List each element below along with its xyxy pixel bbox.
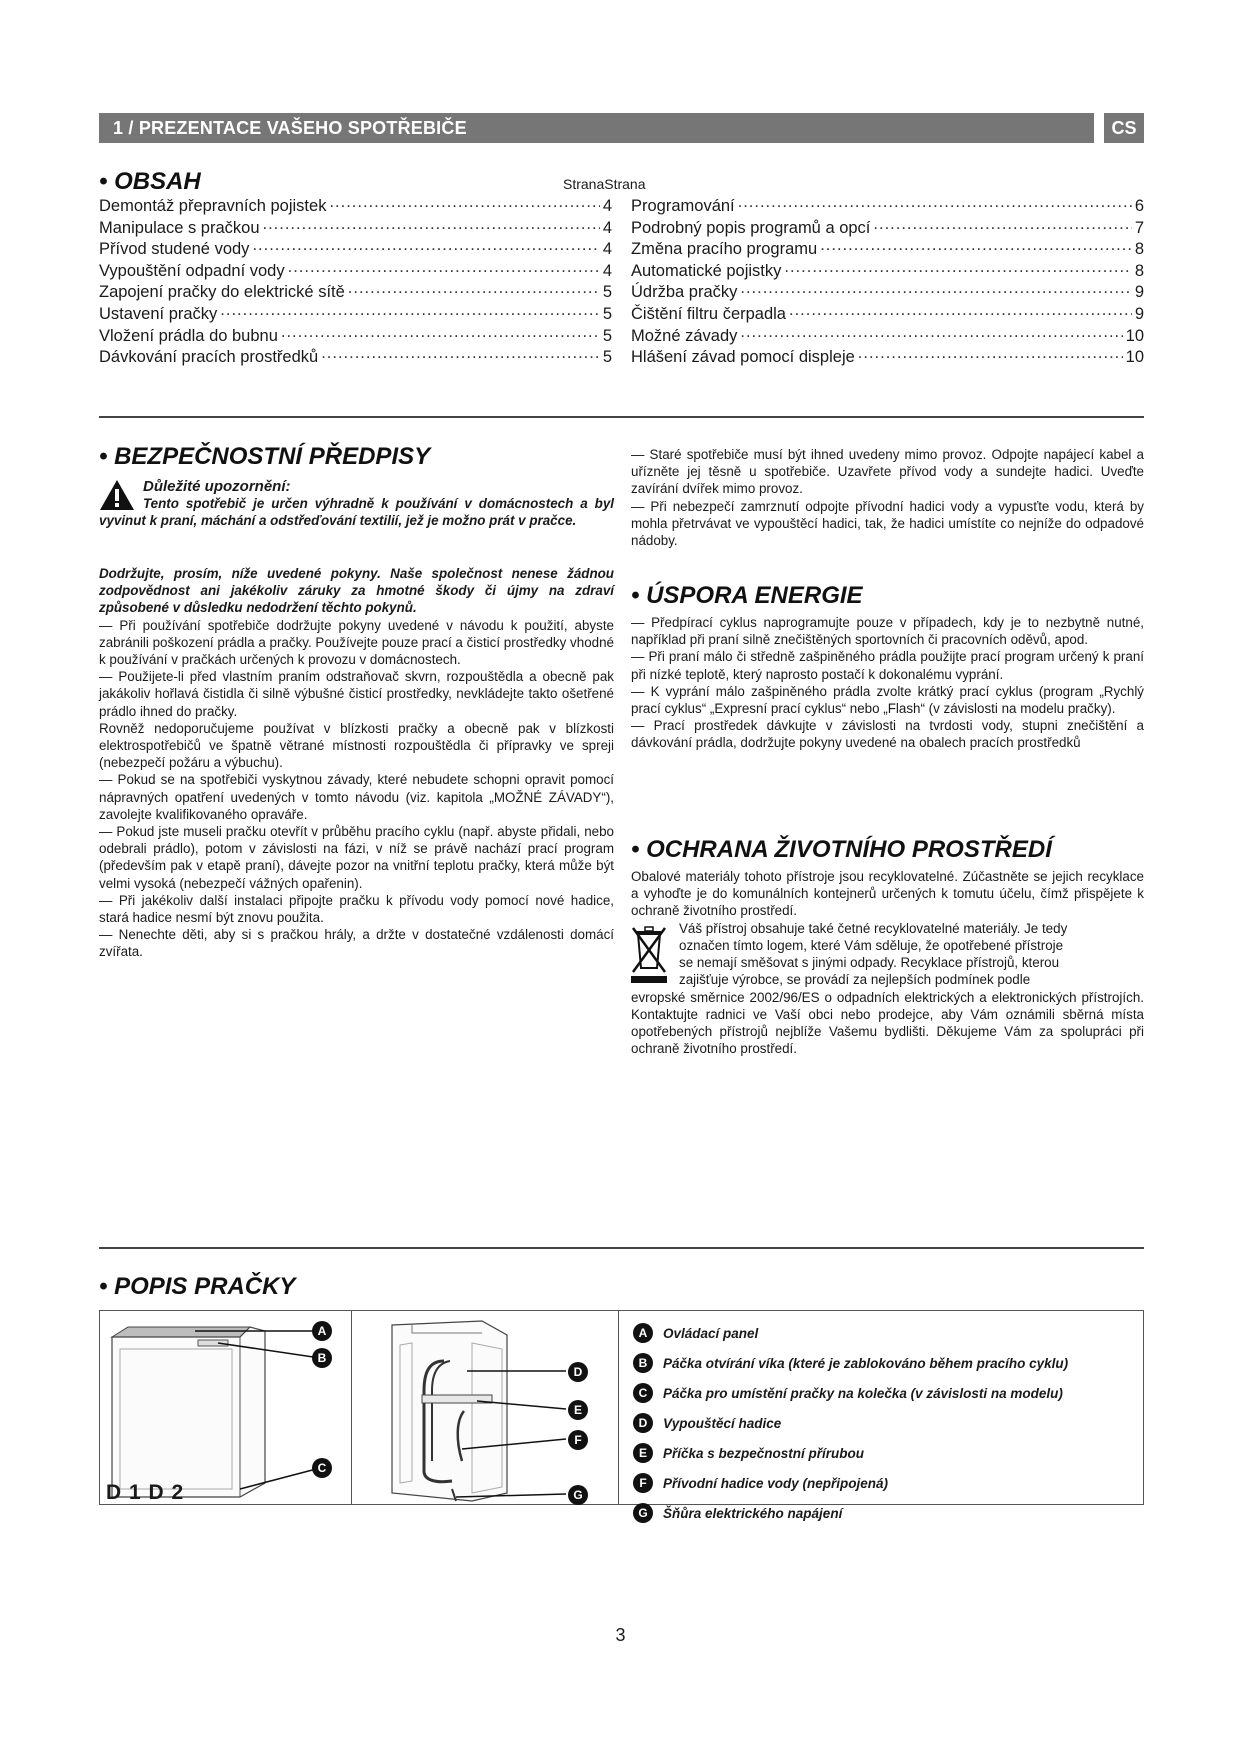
- description-heading: • POPIS PRAČKY: [99, 1273, 296, 1300]
- toc-left-column: [99, 196, 612, 369]
- toc-item-label: Programování: [631, 197, 735, 215]
- legend-item: [633, 1348, 1068, 1378]
- legend-letter-badge: G: [633, 1503, 653, 1523]
- toc-item-page: 10: [1125, 348, 1144, 367]
- toc-item-page: 10: [1125, 326, 1144, 345]
- paragraph: — Při jakékoliv další instalaci připojte pračku k přívodu vody pomocí nové hadice, stará hadice nesmí být znovu použita.: [99, 892, 614, 926]
- toc-item-leader: [321, 343, 600, 365]
- weee-line: zajišťuje výrobce, se provádí za nejlepších podmínek podle: [679, 972, 1031, 988]
- weee-block: [631, 920, 1144, 989]
- toc-item-page: 4: [602, 240, 612, 259]
- toc-item-page: 8: [1134, 240, 1144, 259]
- marker-badge: D: [568, 1362, 588, 1382]
- toc-item-label: Údržba pračky: [631, 283, 738, 302]
- page-number: 3: [615, 1625, 626, 1645]
- toc-item-label: Vložení prádla do bubnu: [99, 326, 278, 345]
- energy-heading: • ÚSPORA ENERGIE: [631, 582, 863, 609]
- toc-item-leader: [820, 235, 1132, 257]
- legend-item: [633, 1498, 1068, 1528]
- toc-item-leader: [329, 192, 599, 214]
- warning-text: Tento spotřebič je určen výhradně k používání v domácnostech a byl vyvinut k praní, máchání a odstřeďování textilií, jež je možno prát v pračce.: [99, 496, 614, 529]
- legend-letter-badge: C: [633, 1383, 653, 1403]
- paragraph: — Použijete-li před vlastním praním odstraňovač skvrn, rozpouštědla a obecně pak jakákoliv hořlavá čistidla či silně výbušné čisticí prostředky, nevkládejte takto ošetřené prádlo ihned do pračky.: [99, 669, 614, 719]
- energy-items: [631, 614, 1144, 752]
- legend-item: [633, 1408, 1068, 1438]
- toc-item-leader: [252, 235, 599, 257]
- environment-heading: • OCHRANA ŽIVOTNÍHO PROSTŘEDÍ: [631, 836, 1052, 863]
- paragraph: — Předpírací cyklus naprogramujte pouze v případech, kdy je to nezbytně nutné, například při praní silně znečištěných sportovních či pracovních oděvů, apod.: [631, 615, 1144, 648]
- divider: [99, 416, 1144, 418]
- warning-title: Důležité upozornění:: [143, 478, 291, 495]
- toc-item-leader: [220, 300, 600, 322]
- marker-badge: A: [312, 1321, 332, 1341]
- environment-rest: evropské směrnice 2002/96/ES o odpadních elektrických a elektronických přístrojích. Kontaktujte radnici ve Vaší obci nebo prodejce, aby Vám oznámili sběrná místa opotřebených přístrojů nejblíže Vašemu bydlišti. Děkujeme Vám za spolupráci při ochraně životního prostředí.: [631, 989, 1144, 1057]
- paragraph: — Pokud se na spotřebiči vyskytnou závady, které nebudete schopni opravit pomocí nápravných opatření uvedených v tomto návodu (viz. kapitola „MOŽNÉ ZÁVADY“), zavolejte kvalifikovaného opraváře.: [99, 772, 614, 822]
- legend-text: Ovládací panel: [663, 1325, 759, 1341]
- toc-item-leader: [873, 214, 1131, 236]
- toc-heading: • OBSAH: [99, 168, 201, 195]
- washer-front-drawing: [100, 1311, 350, 1504]
- weee-line: se nemají směšovat s jinými odpady. Recyklace přístrojů, kterou: [679, 955, 1060, 971]
- toc-item-label: Dávkování pracích prostředků: [99, 348, 319, 367]
- toc-item-page: 9: [1134, 283, 1144, 302]
- toc-item-leader: [740, 322, 1122, 344]
- legend-item: [633, 1378, 1068, 1408]
- toc-item-label: Manipulace s pračkou: [99, 218, 260, 237]
- toc-item-leader: [789, 300, 1132, 322]
- legend-text: Páčka pro umístění pračky na kolečka (v závislosti na modelu): [663, 1385, 1063, 1401]
- toc-item-label: Změna pracího programu: [631, 240, 818, 259]
- safety-right-column: [631, 446, 1144, 549]
- toc-item: [99, 347, 612, 369]
- toc-item-page: 4: [602, 261, 612, 280]
- toc-item-page: 6: [1134, 197, 1144, 215]
- legend-letter-badge: A: [633, 1323, 653, 1343]
- description-figure-box: [99, 1310, 1144, 1521]
- toc-item-label: Vypouštění odpadní vody: [99, 261, 285, 280]
- paragraph: — Pokud jste museli pračku otevřít v průběhu pracího cyklu (např. abyste přidali, nebo odebrali prádlo), potom v závislosti na fázi, v níž se právě nachází prací program (především pak v etapě praní), dávejte pozor na vnitřní teplotu pračky, která může být velmi vysoká (nebezpečí vážných opařenin).: [99, 824, 614, 891]
- toc-item-leader: [738, 192, 1132, 214]
- toc-item-leader: [740, 278, 1131, 300]
- toc-item: [631, 347, 1144, 369]
- legend-text: Vypouštěcí hadice: [663, 1415, 782, 1431]
- language-badge: CS: [1104, 113, 1144, 143]
- toc-item-leader: [858, 343, 1123, 365]
- environment-body: [631, 868, 1144, 1057]
- toc-item-page: 5: [602, 326, 612, 345]
- paragraph: — K vyprání málo zašpiněného prádla zvolte krátký prací cyklus (program „Rychlý prací cyklus“ „Expresní prací cyklus“ nebo „Flash“ (v závislosti na modelu pračky).: [631, 683, 1144, 717]
- toc-item-label: Možné závady: [631, 326, 738, 345]
- toc-item-page: 4: [602, 218, 612, 237]
- toc-item-page: 4: [602, 197, 612, 215]
- legend-text: Příčka s bezpečnostní přírubou: [663, 1445, 865, 1461]
- toc-item-label: Ustavení pračky: [99, 304, 218, 323]
- legend-item: [633, 1438, 1068, 1468]
- legend-item: [633, 1468, 1068, 1498]
- legend-text: Šňůra elektrického napájení: [663, 1505, 843, 1521]
- paragraph: — Při praní málo či středně zašpiněného prádla použijte prací program určený k praní při nízké teplotě, který naprosto postačí k dokonalému vyprání.: [631, 649, 1144, 682]
- toc-item-label: Podrobný popis programů a opcí: [631, 218, 871, 237]
- legend-letter-badge: D: [633, 1413, 653, 1433]
- paragraph: — Při používání spotřebiče dodržujte pokyny uvedené v návodu k použití, abyste zabránili poškození prádla a pračky. Používejte pouze prací a čisticí prostředky vhodné k používání v pračkách určených k provozu v domácnostech.: [99, 617, 614, 668]
- marker-badge: G: [568, 1485, 588, 1505]
- divider: [99, 1247, 1144, 1249]
- legend-letter-badge: B: [633, 1353, 653, 1373]
- legend-item: [633, 1318, 1068, 1348]
- toc-right-column: [631, 196, 1144, 369]
- environment-intro: Obalové materiály tohoto přístroje jsou recyklovatelné. Zúčastněte se jejich recyklace a vyhoďte je do komunálních kontejnerů určených k tomutu účelu, čímž přispějete k ochraně životního prostředí.: [631, 869, 1144, 919]
- safety-left-column: [99, 479, 614, 961]
- toc-item-label: Automatické pojistky: [631, 261, 782, 280]
- weee-lines: [679, 920, 1067, 989]
- toc-item-page: 8: [1134, 261, 1144, 280]
- legend: [633, 1318, 1068, 1528]
- toc-item-label: Čištění filtru čerpadla: [631, 304, 786, 323]
- legend-text: Páčka otvírání víka (které je zablokováno během pracího cyklu): [663, 1355, 1069, 1371]
- toc-item-label: Zapojení pračky do elektrické sítě: [99, 283, 345, 302]
- toc-item-page: 5: [602, 283, 612, 302]
- legend-letter-badge: E: [633, 1443, 653, 1463]
- marker-badge: E: [568, 1400, 588, 1420]
- toc-item-page: 5: [602, 304, 612, 323]
- section-header-bar: [99, 113, 1094, 143]
- marker-badge: F: [568, 1430, 588, 1450]
- toc-item-leader: [288, 257, 600, 279]
- toc-item-leader: [281, 322, 600, 344]
- toc-page-label: StranaStrana: [563, 176, 646, 192]
- weee-bin-icon: [631, 924, 667, 984]
- toc-item-page: 5: [602, 348, 612, 367]
- warning-block: [99, 479, 614, 539]
- paragraph: — Staré spotřebiče musí být ihned uvedeny mimo provoz. Odpojte napájecí kabel a uřízněte jej těsně u spotřebiče. Uzavřete přívod vody a sundejte hadici. Uveďte zavírání dvířek mimo provoz.: [631, 447, 1144, 497]
- toc-item-page: 7: [1134, 218, 1144, 237]
- toc-item-label: Demontáž přepravních pojistek: [99, 197, 327, 215]
- figure-separator: [618, 1311, 619, 1504]
- safety-items: [99, 617, 614, 961]
- marker-badge: C: [312, 1458, 332, 1478]
- marker-badge: B: [312, 1348, 332, 1368]
- paragraph: Rovněž nedoporučujeme používat v blízkosti pračky a obecně pak v blízkosti elektrospotřebičů ve špatně větrané místnosti rozpouštědla či přípravky ve spreji (nebezpečí požáru a výbuchu).: [99, 720, 614, 771]
- toc-item-label: Přívod studené vody: [99, 240, 250, 259]
- toc-item-page: 9: [1134, 304, 1144, 323]
- toc-item-leader: [784, 257, 1131, 279]
- paragraph: — Nenechte děti, aby si s pračkou hrály, a držte v dostatečné vzdálenosti domácí zvířata.: [99, 927, 614, 960]
- toc-item-label: Hlášení závad pomocí displeje: [631, 348, 855, 367]
- safety-intro: Dodržujte, prosím, níže uvedené pokyny. Naše společnost nenese žádnou zodpovědnost ani jakékoliv záruky za hmotné škody či újmy na zdraví způsobené v důsledku nedodržení těchto pokynů.: [99, 566, 614, 616]
- weee-line: Váš přístroj obsahuje také četné recyklovatelné materiály. Je tedy: [679, 920, 1068, 936]
- weee-line: označen tímto logem, které Vám sděluje, že opotřebené přístroje: [679, 937, 1064, 953]
- legend-letter-badge: F: [633, 1473, 653, 1493]
- paragraph: — Při nebezpečí zamrznutí odpojte přívodní hadici vody a vypusťte vodu, která by mohla přetrvávat ve vypouštěcí hadici, tak, že hadici umístíte co nejníže do odpadové nádoby.: [631, 498, 1144, 549]
- section-title: 1 / PREZENTACE VAŠEHO SPOTŘEBIČE: [113, 118, 467, 138]
- toc-item-leader: [348, 278, 600, 300]
- legend-text: Přívodní hadice vody (nepřipojená): [663, 1475, 889, 1491]
- safety-heading: • BEZPEČNOSTNÍ PŘEDPISY: [99, 443, 431, 470]
- toc-item-leader: [263, 214, 600, 236]
- paragraph: — Prací prostředek dávkujte v závislosti na tvrdosti vody, stupni znečištění a dávkování prádla, dodržujte pokyny uvedené na obalech pracích prostředků: [631, 718, 1144, 751]
- model-label: D 1 D 2: [106, 1481, 185, 1504]
